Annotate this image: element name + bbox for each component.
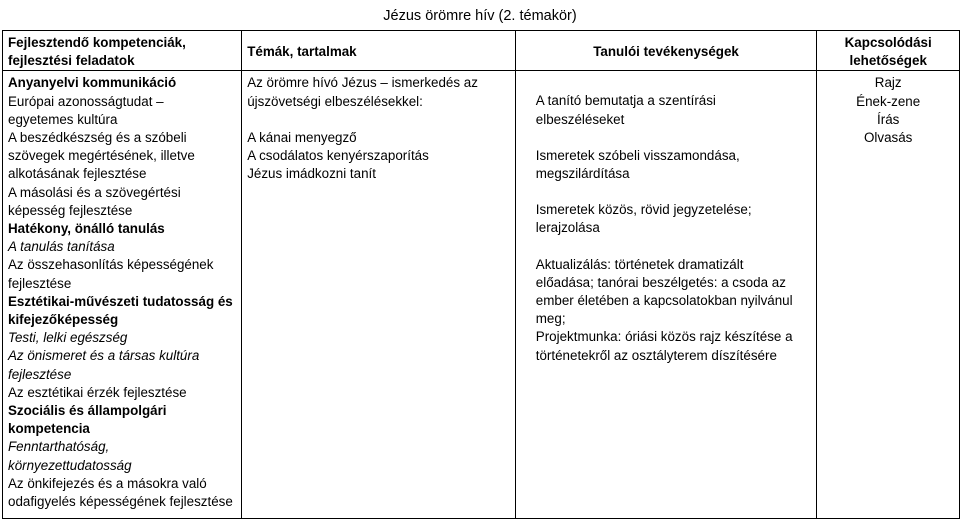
activity-line: megszilárdítása [535, 166, 630, 182]
activity-line: előadása; tanórai beszélgetés: a csoda az [535, 274, 786, 290]
competency-line: Anyanyelvi kommunikáció [8, 75, 177, 91]
competency-line: egyetemes kultúra [8, 111, 118, 127]
topics-cell [242, 71, 516, 519]
competency-line: környezettudatosság [8, 457, 132, 473]
curriculum-table [2, 30, 960, 519]
link-item-olvasas: Olvasás [864, 130, 913, 146]
competency-line: fejlesztése [8, 275, 72, 291]
competency-line: Fenntarthatóság, [8, 439, 110, 455]
activity-line: ember életében a kapcsolatokban nyilvánul [535, 293, 793, 309]
spacer [247, 111, 510, 129]
activity-line: Aktualizálás: történetek dramatizált [535, 256, 744, 272]
topic-item: A csodálatos kenyérszaporítás [247, 148, 429, 164]
link-item-iras: Írás [877, 111, 900, 127]
activities-cell [515, 71, 817, 519]
competency-line: Esztétikai-művészeti tudatosság és [8, 293, 233, 309]
topic-item: A kánai menyegző [247, 129, 357, 145]
activity-line: lerajzolása [535, 220, 600, 236]
competency-line: Szociális és állampolgári [8, 403, 167, 419]
activity-line: történetekről az osztályterem díszítésére [535, 347, 777, 363]
topic-item: Jézus imádkozni tanít [247, 166, 376, 182]
header-links-line-1: Kapcsolódási [844, 35, 932, 50]
competency-line: Hatékony, önálló tanulás [8, 221, 165, 237]
link-item-enek-zene: Ének-zene [856, 93, 921, 109]
activity-line: Ismeretek közös, rövid jegyzetelése; [535, 202, 752, 218]
competency-line: Az önismeret és a társas kultúra [8, 348, 200, 364]
activity-line: meg; [535, 311, 566, 327]
competency-line: odafigyelés képességének fejlesztése [8, 494, 233, 510]
header-links-line-2: lehetőségek [849, 53, 927, 69]
activity-line: Projektmunka: óriási közös rajz készítése a [535, 329, 793, 345]
competency-line: alkotásának fejlesztése [8, 166, 147, 182]
page-title: Jézus örömre hív (2. témakör) [383, 8, 577, 24]
header-activities [515, 31, 817, 71]
header-topics [242, 31, 516, 71]
topics-intro-line-1: Az örömre hívó Jézus – ismerkedés az [247, 75, 478, 91]
activity-line: Ismeretek szóbeli visszamondása, [535, 147, 740, 163]
competencies-cell [3, 71, 242, 519]
competency-line: képesség fejlesztése [8, 202, 133, 218]
competency-line: szövegek megértésének, illetve [8, 148, 195, 164]
activity-line: A tanító bemutatja a szentírási [535, 93, 716, 109]
competency-line: A tanulás tanítása [8, 239, 115, 255]
links-cell [817, 71, 960, 519]
spacer [536, 129, 812, 147]
competency-line: Az esztétikai érzék fejlesztése [8, 384, 187, 400]
activity-line: elbeszéléseket [535, 111, 625, 127]
competency-line: Az önkifejezés és a másokra való [8, 475, 207, 491]
header-competencies-line-1: Fejlesztendő kompetenciák, [8, 35, 186, 50]
competency-line: Testi, lelki egészség [8, 330, 128, 346]
spacer [536, 183, 812, 201]
spacer [536, 238, 812, 256]
competency-line: kifejezőképesség [8, 312, 119, 328]
header-competencies [3, 31, 242, 71]
header-activities-label: Tanulói tevékenységek [593, 44, 739, 60]
competency-line: fejlesztése [8, 366, 72, 382]
header-topics-label: Témák, tartalmak [247, 44, 357, 60]
competency-line: Európai azonosságtudat – [8, 93, 164, 109]
content-row [3, 71, 960, 519]
link-item-rajz: Rajz [874, 75, 902, 91]
header-row [3, 31, 960, 71]
competency-line: A másolási és a szövegértési [8, 184, 181, 200]
header-competencies-line-2: fejlesztési feladatok [8, 53, 135, 69]
topics-intro-line-2: újszövetségi elbeszélésekkel: [247, 93, 423, 109]
competency-line: Az összehasonlítás képességének [8, 257, 214, 273]
competency-line: kompetencia [8, 421, 90, 437]
header-links [817, 31, 960, 71]
competency-line: A beszédkészség és a szóbeli [8, 130, 187, 146]
